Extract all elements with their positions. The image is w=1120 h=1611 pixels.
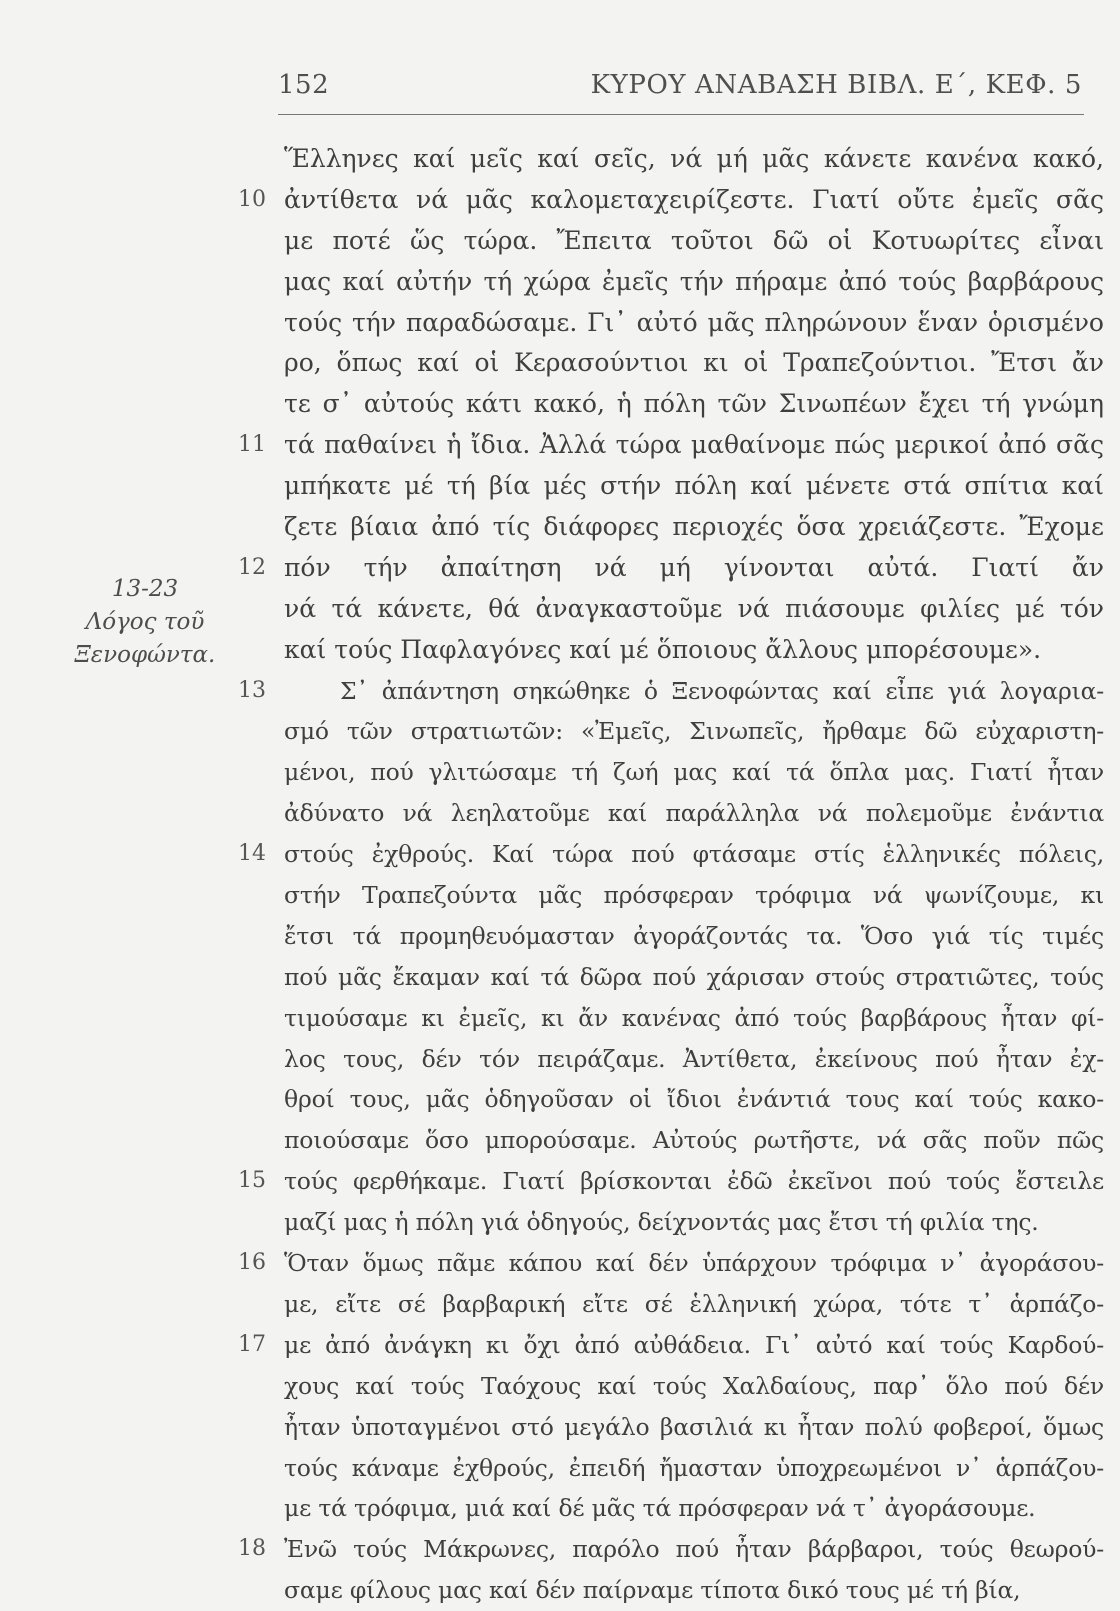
body-text	[0, 139, 1120, 1611]
text-line	[0, 262, 1120, 303]
header-rule	[278, 114, 1084, 115]
text-line	[0, 1529, 1120, 1570]
line-text: με τά τρόφιμα, μιά καί δέ μᾶς τά πρόσφεραν νά τ᾽ ἀγοράσουμε.	[284, 1494, 1036, 1523]
text-line	[0, 875, 1120, 916]
verse-number: 13	[238, 677, 266, 703]
line-text: Σ᾽ ἀπάντηση σηκώθηκε ὁ Ξενοφώντας καί εἶπε γιά λογαρια-	[340, 676, 1104, 705]
line-text: χους καί τούς Ταόχους καί τούς Χαλδαίους, παρ᾽ ὅλο πού δέν	[284, 1371, 1104, 1400]
text-line	[0, 139, 1120, 180]
line-text: ἀντίθετα νά μᾶς καλομεταχειρίζεστε. Γιατί οὔτε ἐμεῖς σᾶς	[284, 184, 1104, 214]
text-line	[0, 507, 1120, 548]
sidenote-range: 13-23	[111, 576, 179, 602]
line-text: ποιούσαμε ὅσο μπορούσαμε. Αὐτούς ρωτῆστε, νά σᾶς ποῦν πῶς	[284, 1126, 1104, 1155]
sidenote-line-1: Λόγος τοῦ	[85, 609, 205, 635]
line-text: ρο, ὅπως καί οἱ Κερασούντιοι κι οἱ Τραπεζούντιοι. Ἔτσι ἄν	[284, 348, 1104, 378]
text-line	[0, 630, 1120, 671]
verse-number: 18	[238, 1536, 266, 1562]
line-text: τούς τήν παραδώσαμε. Γι᾽ αὐτό μᾶς πληρώνουν ἕναν ὁρισμένο	[284, 307, 1104, 337]
text-line	[0, 1570, 1120, 1611]
verse-number: 14	[238, 841, 266, 867]
text-line	[0, 1079, 1120, 1120]
text-line	[0, 1243, 1120, 1284]
line-text: με ἀπό ἀνάγκη κι ὄχι ἀπό αὐθάδεια. Γι᾽ αὐτό καί τούς Καρδού-	[284, 1330, 1104, 1359]
line-text: σαμε φίλους μας καί δέν παίρναμε τίποτα δικό τους μέ τή βία,	[284, 1576, 1021, 1605]
line-text: πού μᾶς ἔκαμαν καί τά δῶρα πού χάρισαν στούς στρατιῶτες, τούς	[284, 962, 1104, 991]
text-line	[0, 1488, 1120, 1529]
line-text: τά παθαίνει ἡ ἴδια. Ἀλλά τώρα μαθαίνομε πώς μερικοί ἀπό σᾶς	[284, 430, 1104, 460]
line-text: Ὅταν ὅμως πᾶμε κάπου καί δέν ὑπάρχουν τρόφιμα ν᾽ ἀγοράσου-	[284, 1249, 1104, 1278]
verse-number: 12	[238, 554, 266, 580]
line-text: ἦταν ὑποταγμένοι στό μεγάλο βασιλιά κι ἦταν πολύ φοβεροί, ὅμως	[284, 1412, 1104, 1441]
line-text: τούς κάναμε ἐχθρούς, ἐπειδή ἤμασταν ὑποχρεωμένοι ν᾽ ἁρπάζου-	[284, 1453, 1104, 1482]
line-text: σμό τῶν στρατιωτῶν: «Ἐμεῖς, Σινωπεῖς, ἤρθαμε δῶ εὐχαριστη-	[284, 717, 1104, 746]
text-line	[0, 1284, 1120, 1325]
line-text: ἀδύνατο νά λεηλατοῦμε καί παράλληλα νά πολεμοῦμε ἐνάντια	[284, 799, 1104, 828]
text-line	[0, 384, 1120, 425]
line-text: στήν Τραπεζούντα μᾶς πρόσφεραν τρόφιμα νά ψωνίζουμε, κι	[284, 881, 1104, 910]
line-text: μαζί μας ἡ πόλη γιά ὁδηγούς, δείχνοντάς μας ἔτσι τή φιλία της.	[284, 1208, 1039, 1237]
text-line	[0, 998, 1120, 1039]
text-line	[0, 916, 1120, 957]
text-line	[0, 834, 1120, 875]
text-line	[0, 1448, 1120, 1489]
text-line	[0, 425, 1120, 466]
text-line	[0, 221, 1120, 262]
line-text: μένοι, πού γλιτώσαμε τή ζωή μας καί τά ὅπλα μας. Γιατί ἦταν	[284, 758, 1104, 787]
text-line	[0, 1407, 1120, 1448]
line-text: ζετε βίαια ἀπό τίς διάφορες περιοχές ὅσα χρειάζεστε. Ἔχομε	[284, 512, 1104, 542]
line-text: πόν τήν ἀπαίτηση νά μή γίνονται αὐτά. Γιατί ἄν	[284, 552, 1104, 582]
text-line	[0, 180, 1120, 221]
text-line	[0, 1039, 1120, 1080]
line-text: τιμούσαμε κι ἐμεῖς, κι ἄν κανένας ἀπό τούς βαρβάρους ἦταν φί-	[284, 1003, 1104, 1032]
line-text: Ἐνῶ τούς Μάκρωνες, παρόλο πού ἦταν βάρβαροι, τούς θεωρού-	[284, 1535, 1104, 1564]
text-line	[0, 343, 1120, 384]
line-text: με, εἴτε σέ βαρβαρική εἴτε σέ ἑλληνική χώρα, τότε τ᾽ ἁρπάζο-	[284, 1289, 1104, 1318]
text-line	[0, 1120, 1120, 1161]
text-line	[0, 752, 1120, 793]
line-text: Ἕλληνες καί μεῖς καί σεῖς, νά μή μᾶς κάνετε κανένα κακό,	[284, 144, 1104, 173]
line-text: λος τους, δέν τόν πειράζαμε. Ἀντίθετα, ἐκείνους πού ἦταν ἐχ-	[284, 1044, 1104, 1073]
text-line	[0, 671, 1120, 712]
verse-number: 11	[238, 432, 266, 458]
text-line	[0, 793, 1120, 834]
text-line	[0, 548, 1120, 589]
line-text: θροί τους, μᾶς ὁδηγοῦσαν οἱ ἴδιοι ἐνάντιά τους καί τούς κακο-	[284, 1085, 1104, 1114]
line-text: τούς φερθήκαμε. Γιατί βρίσκονται ἐδῶ ἐκεῖνοι πού τούς ἔστειλε	[284, 1167, 1104, 1196]
line-text: ἔτσι τά προμηθευόμασταν ἀγοράζοντάς τα. Ὅσο γιά τίς τιμές	[284, 921, 1104, 950]
text-line	[0, 303, 1120, 344]
verse-number: 16	[238, 1250, 266, 1276]
text-line	[0, 957, 1120, 998]
line-text: τε σ᾽ αὐτούς κάτι κακό, ἡ πόλη τῶν Σινωπέων ἔχει τή γνώμη	[284, 389, 1104, 419]
text-line	[0, 1202, 1120, 1243]
running-title: ΚΥΡΟΥ ΑΝΑΒΑΣΗ ΒΙΒΛ. Ε΄, ΚΕΦ. 5	[590, 70, 1082, 100]
line-text: στούς ἐχθρούς. Καί τώρα πού φτάσαμε στίς ἑλληνικές πόλεις,	[284, 840, 1104, 869]
verse-number: 17	[238, 1331, 266, 1357]
text-line	[0, 711, 1120, 752]
line-text: νά τά κάνετε, θά ἀναγκαστοῦμε νά πιάσουμε φιλίες μέ τόν	[284, 593, 1104, 623]
verse-number: 10	[238, 186, 266, 212]
text-line	[0, 589, 1120, 630]
page-number: 152	[278, 70, 330, 100]
text-line	[0, 1366, 1120, 1407]
text-line	[0, 1325, 1120, 1366]
verse-number: 15	[238, 1168, 266, 1194]
line-text: με ποτέ ὥς τώρα. Ἔπειτα τοῦτοι δῶ οἱ Κοτυωρίτες εἶναι	[284, 225, 1104, 255]
line-text: μπήκατε μέ τή βία μές στήν πόλη καί μένετε στά σπίτια καί	[284, 471, 1104, 501]
sidenote-line-2: Ξενοφώντα.	[74, 642, 216, 668]
text-line	[0, 466, 1120, 507]
text-line	[0, 1161, 1120, 1202]
line-text: καί τούς Παφλαγόνες καί μέ ὅποιους ἄλλους μπορέσουμε».	[284, 634, 1042, 664]
line-text: μας καί αὐτήν τή χώρα ἐμεῖς τήν πήραμε ἀπό τούς βαρβάρους	[284, 266, 1104, 296]
